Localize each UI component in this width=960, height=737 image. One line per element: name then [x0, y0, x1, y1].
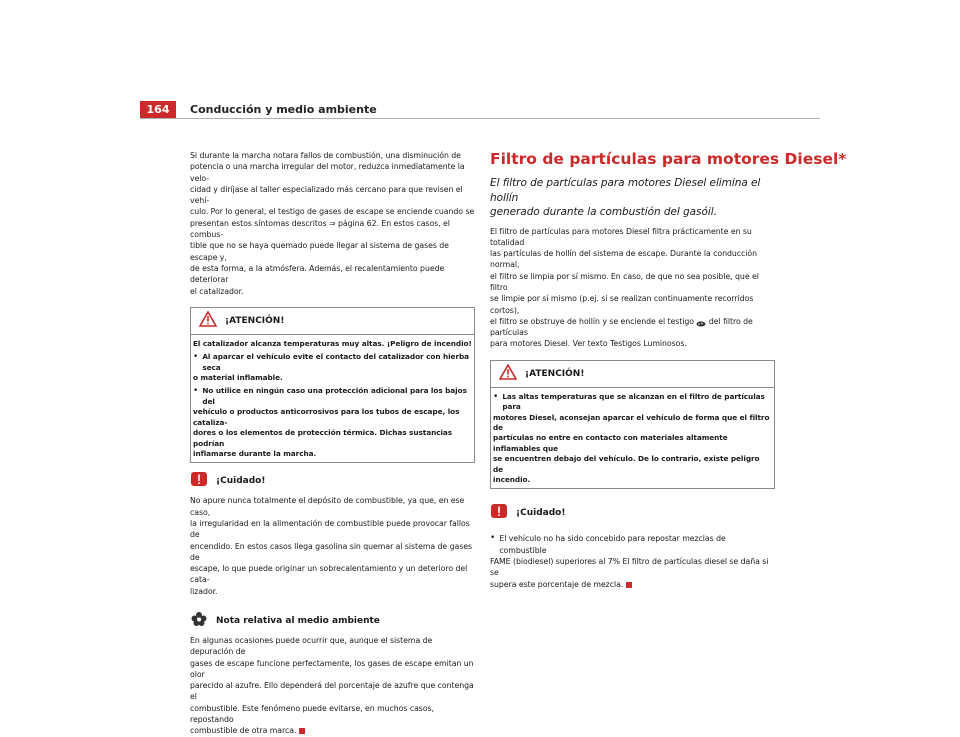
text-line: Al aparcar el vehículo evite el contacto del catalizador con hierba seca	[202, 352, 470, 372]
warning-box	[490, 360, 775, 490]
text-line: Si durante la marcha notara fallos de combustión, una disminución de	[190, 151, 461, 160]
text-line: incendio.	[493, 475, 531, 485]
warning-body	[191, 335, 474, 462]
text-line-content: supera este porcentaje de mezcla.	[490, 579, 624, 589]
text-line: cidad y diríjase al taller especializado más cercano para que revisen el vehí-	[190, 184, 463, 206]
bullet-icon: •	[493, 391, 499, 402]
warning-title: ¡ATENCIÓN!	[225, 315, 285, 326]
section-title: Filtro de partículas para motores Diesel*	[490, 150, 847, 168]
warning-box	[190, 307, 475, 463]
caution-header	[190, 471, 475, 491]
environment-flower-icon	[190, 611, 208, 631]
environment-header	[190, 611, 475, 631]
warning-body	[491, 388, 774, 489]
warning-bullet	[193, 386, 472, 407]
text-line-content: combustible de otra marca.	[190, 726, 297, 736]
text-line: culo. Por lo general, el testigo de gases de escape se enciende cuando se	[190, 207, 475, 217]
intro-paragraph	[190, 150, 475, 297]
particle-filter-icon	[696, 319, 706, 325]
text-line	[490, 316, 775, 339]
chapter-title: Conducción y medio ambiente	[190, 103, 377, 116]
caution-icon	[490, 503, 508, 523]
text-line: escape, lo que puede originar un sobrecalentamiento y un deterioro del cata-	[190, 564, 468, 585]
warning-header	[191, 308, 474, 335]
text-line: Las altas temperaturas que se alcanzan en el filtro de partículas para	[502, 391, 765, 412]
text-line: potencia o una marcha irregular del motor, reduzca inmediatamente la velo-	[190, 162, 465, 183]
caution-title: ¡Cuidado!	[516, 508, 566, 519]
bullet-icon: •	[193, 386, 199, 397]
text-line: para motores Diesel. Ver texto Testigos Luminosos.	[490, 339, 687, 349]
environment-body	[190, 635, 475, 737]
subtitle-line: generado durante la combustión del gasóil.	[490, 206, 717, 218]
text-line: encendido. En estos casos llega gasolina sin quemar al sistema de gases de	[190, 541, 472, 562]
text-line-content: del filtro de partículas	[490, 316, 753, 338]
left-column	[190, 150, 475, 737]
text-line: la irregularidad en la alimentación de combustible puede provocar fallos de	[190, 518, 470, 540]
warning-bullet	[193, 352, 472, 373]
end-marker-icon	[299, 728, 305, 734]
text-line: de esta forma, a la atmósfera. Además, el recalentamiento puede deteriorar	[190, 263, 445, 285]
text-line: El filtro de partículas para motores Diesel filtra prácticamente en su totalidad	[490, 226, 752, 247]
text-line: el catalizador.	[190, 286, 244, 296]
text-line: lizador.	[190, 586, 218, 596]
text-line-content: el filtro se obstruye de hollín y se enciende el testigo	[490, 316, 695, 326]
text-line: El vehículo no ha sido concebido para repostar mezclas de combustible	[499, 534, 726, 555]
caution-title: ¡Cuidado!	[216, 476, 266, 487]
end-marker-icon	[626, 582, 632, 588]
section-subtitle	[490, 176, 775, 220]
page-number: 164	[140, 101, 176, 118]
text-line: se limpie por sí mismo (p.ej. si se realizan continuamente recorridos cortos),	[490, 294, 754, 315]
text-line: combustible. Este fenómeno puede evitarse, en muchos casos, repostando	[190, 703, 434, 725]
section-body	[490, 226, 775, 350]
warning-header	[491, 361, 774, 388]
caution-bullet	[490, 533, 775, 556]
bullet-icon: •	[490, 533, 496, 544]
warning-lead: El catalizador alcanza temperaturas muy altas. ¡Peligro de incendio!	[193, 338, 472, 348]
warning-title: ¡ATENCIÓN!	[525, 368, 585, 379]
warning-triangle-icon	[499, 364, 517, 384]
text-line: tible que no se haya quemado puede llegar al sistema de gases de escape y,	[190, 241, 449, 262]
text-line: las partículas de hollín del sistema de escape. Durante la conducción normal,	[490, 249, 757, 270]
caution-body	[190, 495, 475, 597]
text-line: parecido al azufre. Ello dependerá del porcentaje de azufre que contenga el	[190, 681, 474, 702]
text-line: partículas no entre en contacto con materiales altamente inflamables que	[493, 433, 728, 453]
bullet-icon: •	[193, 352, 199, 363]
text-line: motores Diesel, aconsejan aparcar el vehículo de forma que el filtro de	[493, 412, 770, 432]
text-line: o material inflamable.	[193, 373, 283, 383]
caution-header	[490, 503, 775, 523]
warning-bullet	[493, 392, 772, 413]
text-line: No apure nunca totalmente el depósito de combustible, ya que, en ese caso,	[190, 496, 465, 517]
text-line: En algunas ocasiones puede ocurrir que, aunque el sistema de depuración de	[190, 636, 433, 657]
text-line: gases de escape funcione perfectamente, los gases de escape emitan un olor	[190, 658, 474, 679]
text-line: No utilice en ningún caso una protección adicional para los bajos del	[202, 386, 467, 406]
caution-icon	[190, 471, 208, 491]
text-line: dores o los elementos de protección térmica. Dichas sustancias podrían	[193, 428, 453, 448]
text-line: se encuentren debajo del vehículo. De lo contrario, existe peligro de	[493, 454, 760, 474]
right-column	[490, 150, 847, 590]
text-line: FAME (biodiesel) superiores al 7% El filtro de partículas diesel se daña si se	[490, 557, 769, 578]
environment-title: Nota relativa al medio ambiente	[216, 616, 380, 626]
text-line: vehículo o productos anticorrosivos para los tubos de escape, los cataliza-	[193, 407, 460, 427]
text-line	[490, 579, 775, 590]
caution-body	[490, 533, 775, 589]
header-rule	[140, 118, 820, 119]
subtitle-line: El filtro de partículas para motores Diesel elimina el hollín	[490, 177, 761, 204]
warning-triangle-icon	[199, 311, 217, 331]
text-line: inflamarse durante la marcha.	[193, 448, 317, 458]
text-line	[190, 725, 475, 736]
text-line: el filtro se limpia por sí mismo. En caso, de que no sea posible, que el filtro	[490, 271, 759, 292]
text-line: presentan estos síntomas descritos ⇒ página 62. En estos casos, el combus-	[190, 218, 450, 240]
